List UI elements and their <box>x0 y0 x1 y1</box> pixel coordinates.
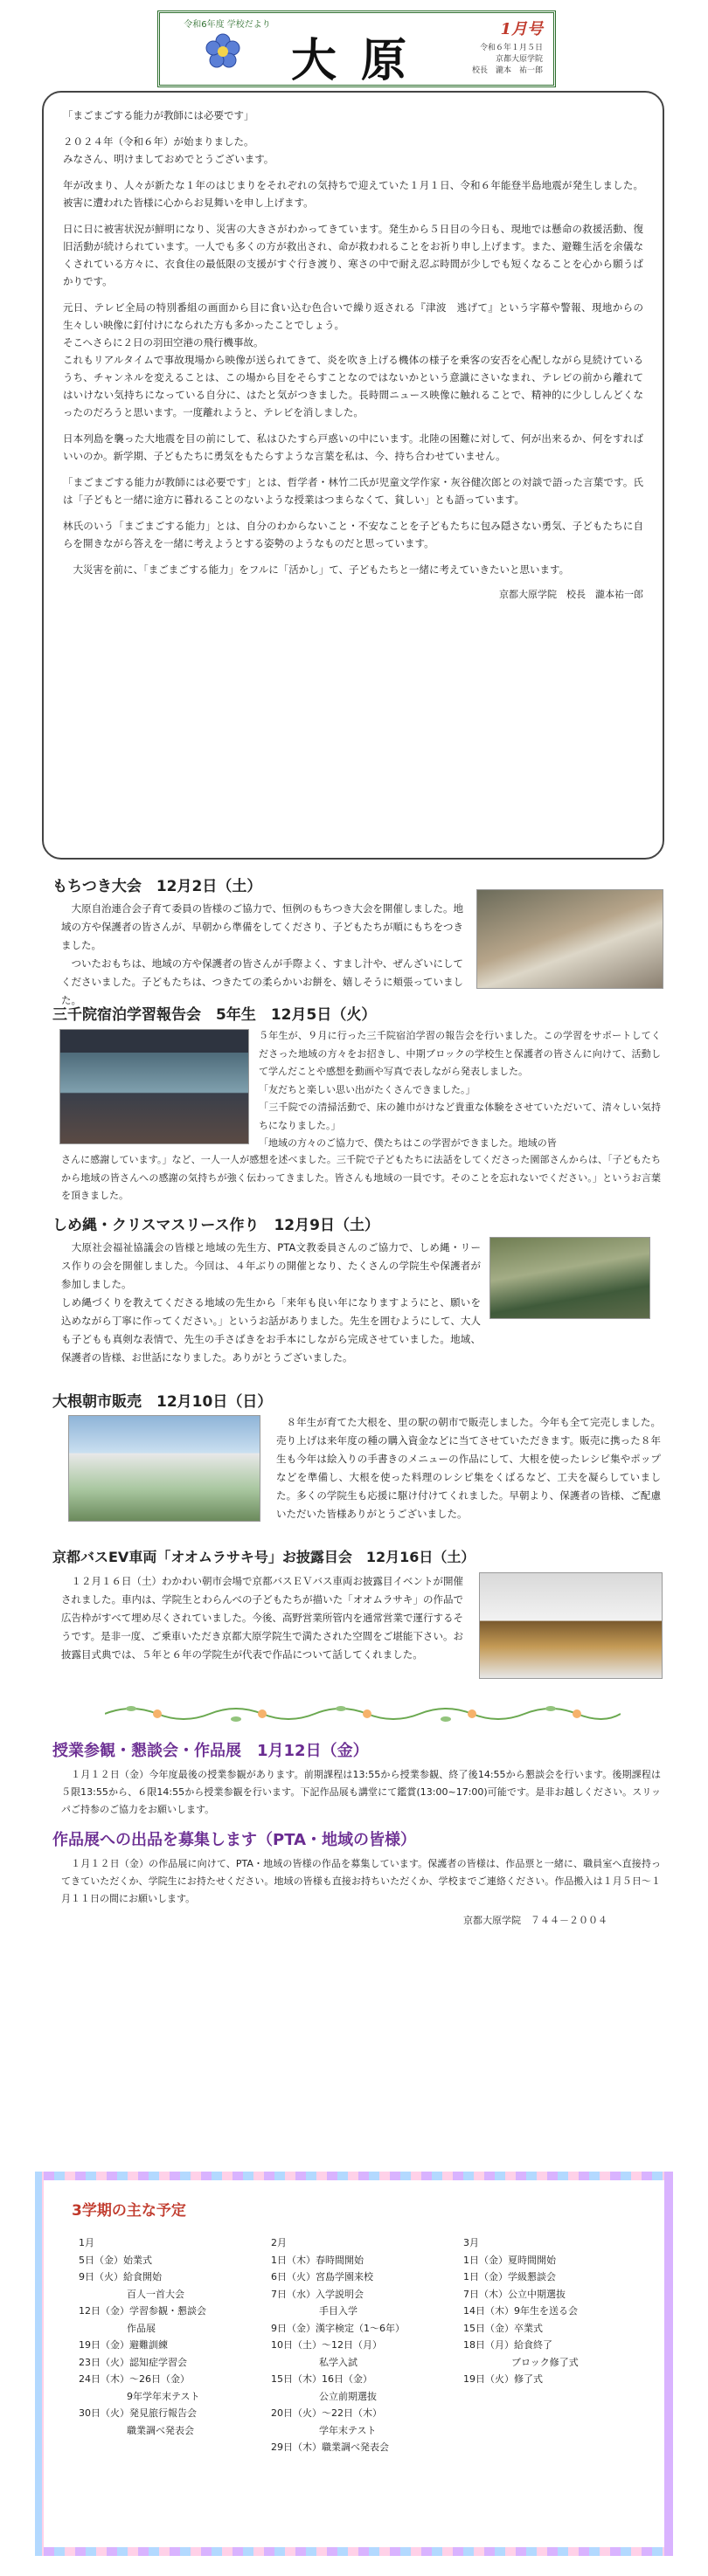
newsletter-title: 大原 <box>291 34 432 87</box>
sanzen-body: ５年生が、９月に行った三千院宿泊学習の報告会を行いました。この学習をサポートしてくださった地域の方々をお招きし、中期ブロックの学校生と保護者の皆さんに向けて、活動して学んだことや感想を動画や写真で表しながら発表しました。 「友だちと楽しい思い出がたくさんできました。」 「三千院での清掃活動で、床の雑巾がけなど貴重な体験をさせていただいて、清々しい気持ちになりました。」 「地域の方々のご協力で、僕たちはこの学習ができました。地域の皆 <box>259 1030 661 1149</box>
schedule-title: 3学期の主な予定 <box>72 2202 186 2220</box>
sakuhin-body: １月１２日（金）の作品展に向けて、PTA・地域の皆様の作品を募集しています。保護者の皆様は、作品票と一緒に、職員室へ直接持ってきていただくか、学院生にお持たせください。地域の皆様も直接お持ちいただくか、学校までご連絡ください。作品搬入は１月５日～１月１１日の間にお願いします。 <box>61 1858 661 1904</box>
shime-photo <box>489 1237 650 1319</box>
mochi-body: 大原自治連合会子育て委員の皆様のご協力で、恒例のもちつき大会を開催しました。地域の方や保護者の皆さんが、早朝から準備をしてくださり、子どもたちが順にもちをつきました。 ついたおもちは、地域の方や保護者の皆さんが手際よく、すまし汁や、ぜんざいにしてくださいました。子どもたちは、つきたての柔らかいお餅を、嬉しそうに頬張っていました。 <box>61 902 463 1006</box>
sakuhin-title: 作品展への出品を募集します（PTA・地域の皆様） <box>52 1831 417 1849</box>
bus-title: 京都バスEV車両「オオムラサキ号」お披露目会 12月16日（土） <box>52 1549 475 1565</box>
message-paragraph: 元日、テレビ全局の特別番組の画面から目に食い込む色合いで繰り返される『津波 逃げて』という字幕や警報、現地からの生々しい映像に釘付けになられた方も多かったことでしょう。 そこへさらに２日の羽田空港の飛行機事故。 これもリアルタイムで事故現場から映像が送られてきて、炎を吹き上げる機体の様子を乗客の安否を心配しながら見続けているうち、チャンネルを変えることは、この場から目をそらすことなのではないかという意識にさいなまれ、テレビの前から離れてはいけない気持ちになっている自分に、はたと気がつきました。長時間ニュース映像に触れることで、精神的に少ししんどくなったのだろうと思います。一度離れようと、テレビを消しました。 <box>63 301 643 418</box>
message-signature: 京都大原学院 校長 瀧本祐一郎 <box>499 589 643 600</box>
message-paragraph: 日本列島を襲った大地震を目の前にして、私はひたすら戸惑いの中にいます。北陸の困難に対して、何が出来るか、何をすればいいのか。新学期、子どもたちに勇気をもたらすような言葉を私は、今、持ち合わせていません。 <box>63 432 643 462</box>
message-paragraph: 年が改まり、人々が新たな１年のはじまりをそれぞれの気持ちで迎えていた１月１日、令和６年能登半島地震が発生しました。被害に遭われた皆様に心からお見舞いを申し上げます。 <box>63 179 643 209</box>
bus-body: １２月１６日（土）わかわい朝市会場で京都バスＥＶバス車両お披露目イベントが開催されました。車内は、学院生とわらんべの子どもたちが描いた「オオムラサキ」の作品で広告枠がすべて埋め尽くされていました。今後、高野営業所管内を通常営業で運行するそうです。是非一度、ご乗車いただき京都大原学院生で満たされた空間をご堪能下さい。お披露目式典では、５年と６年の学院生が代表で作品について話してくれました。 <box>61 1575 463 1661</box>
sanzen-title: 三千院宿泊学習報告会 5年生 12月5日（火） <box>52 1006 377 1024</box>
schedule-box <box>35 2172 673 2556</box>
mochi-title: もちつき大会 12月2日（土） <box>52 878 262 895</box>
message-paragraph: ２０２４年（令和６年）が始まりました。 みなさん、明けましておめでとうございます。 <box>63 135 274 165</box>
bus-photo <box>479 1572 663 1679</box>
sanzen-photo <box>59 1029 249 1144</box>
principal-message <box>42 91 664 860</box>
mochi-photo <box>476 889 663 989</box>
daikon-photo <box>68 1415 260 1522</box>
issue-month: 1月号 <box>500 20 543 38</box>
schedule-march: 3月 1日（金）夏時間開始 1日（金）学級懇談会 7日（木）公立中期選抜 14日（木）9年生を送る会 15日（金）卒業式 18日（月）給食終了 ブロック修了式 19日（火）修了式 <box>463 2237 579 2385</box>
message-paragraph: 林氏のいう「まごまごする能力」とは、自分のわからないこと・不安なことを子どもたちに包み隠さない勇気、子どもたちに自らを開きながら答えを一緒に考えようとする姿勢のようなものだと思っています。 <box>63 520 643 549</box>
schedule-january: 1月 5日（金）始業式 9日（火）給食開始 百人一首大会 12日（金）学習参観・懇談会 作品展 19日（金）避難訓練 23日（火）認知症学習会 24日（木）～26日（金） 9年学年末テスト 30日（火）発見旅行報告会 職業調べ発表会 <box>79 2237 206 2436</box>
school-emblem-icon <box>204 32 242 71</box>
sanzen-body-cont: さんに感謝しています。」など、一人一人が感想を述べました。三千院で子どもたちに法話をしてくださった園部さんからは、「子どもたちから地域の皆さんへの感謝の気持ちが強く伝わってきました。皆さんも地域の一員です。そのことを忘れないでください。」というお言葉を頂きました。 <box>61 1154 661 1201</box>
sakuhin-contact: 京都大原学院 ７４４－２００４ <box>463 1915 607 1926</box>
newsletter-label: 令和6年度 学校だより <box>184 20 271 30</box>
newsletter-header <box>157 10 556 87</box>
schedule-february: 2月 1日（木）春時間開始 6日（火）宮島学園来校 7日（水）入学説明会 手目入学 9日（金）漢字検定（1～6年） 10日（土）～12日（月） 私学入試 15日（木）16日（金） 公立前期選抜 20日（火）～22日（木） 学年末テスト 29日（木）職業調べ発表会 <box>271 2237 405 2453</box>
daikon-title: 大根朝市販売 12月10日（日） <box>52 1393 273 1411</box>
jugyo-body: １月１２日（金）今年度最後の授業参観があります。前期課程は13:55から授業参観、終了後14:55から懇談会を行います。後期課程は５限13:55から、６限14:55から授業参観を行います。下記作品展も講堂にて鑑賞(13:00~17:00)可能です。是非お越しください。スリッパご持参のご協力をお願いします。 <box>61 1769 661 1815</box>
shime-body: 大原社会福祉協議会の皆様と地域の先生方、PTA文教委員さんのご協力で、しめ縄・リース作りの会を開催しました。今回は、４年ぶりの開催となり、たくさんの学院生や保護者が参加しました。 しめ縄づくりを教えてくださる地域の先生から「来年も良い年になりますようにと、願いを込めながら丁寧に作ってください。」というお話がありました。先生を囲むようにして、大人も子どもも真剣な表情で、先生の手さばきをお手本にしながら完成させていました。地域、保護者の皆様、お世話になりました。ありがとうございました。 <box>61 1241 481 1364</box>
message-paragraph: 大災害を前に、「まごまごする能力」をフルに「活かし」て、子どもたちと一緒に考えていきたいと思います。 <box>63 563 570 576</box>
issue-info: 令和６年１月５日 京都大原学院 校長 瀧本 祐一郎 <box>471 44 543 75</box>
daikon-body: ８年生が育てた大根を、里の駅の朝市で販売しました。今年も全て完売しました。売り上げは来年度の種の購入資金などに当てさせていただきます。販売に携った８年生も今年は絵入りの手書きのメニューの作品にして、大根を使ったレシピ集やポップなどを準備し、大根を使った料理のレシピ集をくばるなど、工夫を凝らしていました。多くの学院生も応援に駆け付けてくれました。早朝より、保護者の皆様、ご配慮いただいた皆様ありがとうございました。 <box>276 1416 661 1520</box>
message-paragraph: 「まごまごする能力が教師には必要です」とは、哲学者・林竹二氏が児童文学作家・灰谷健次郎との対談で語った言葉です。氏は「子どもと一緒に途方に暮れることのないような授業はつまらなくて、貧しい」とも語っています。 <box>63 476 643 506</box>
shime-title: しめ縄・クリスマスリース作り 12月9日（土） <box>52 1217 379 1234</box>
jugyo-title: 授業参観・懇談会・作品展 1月12日（金） <box>52 1742 369 1760</box>
message-title: 「まごまごする能力が教師には必要です」 <box>63 109 254 121</box>
flower-vine-divider <box>105 1703 621 1724</box>
message-paragraph: 日に日に被害状況が鮮明になり、災害の大きさがわかってきています。発生から５日目の今日も、現地では懸命の救援活動、復旧活動が続けられています。一人でも多くの方が救出され、命が救われることをお祈り申し上げます。また、避難生活を余儀なくされている方々に、衣食住の最低限の支援がすぐ行き渡り、寒さの中で耐え忍ぶ時間が少しでも短くなることを心から願うばかりです。 <box>63 223 643 287</box>
